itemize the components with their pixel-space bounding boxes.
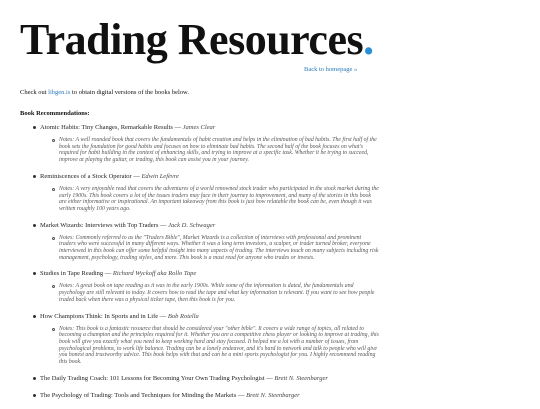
book-notes xyxy=(59,186,379,213)
bullet-icon xyxy=(33,224,36,227)
book-title: The Daily Trading Coach: 101 Lessons for Becoming Your Own Trading Psychologist xyxy=(40,374,265,382)
book-author: Edwin Lefèvre xyxy=(141,172,179,180)
book-notes-text: Notes: A great book on tape reading as it was in the early 1900s. While some of the information is dated, the fundamentals and psychology are still relevant to today. It covers how to read the tape and what key information is relevant. If you want to see how people traded back when there was a physical ticker tape, then this book is for you. xyxy=(59,283,375,303)
book-notes xyxy=(59,235,379,262)
title-dot: . xyxy=(363,15,374,64)
intro-prefix: Check out xyxy=(20,89,47,96)
dash-separator: — xyxy=(174,124,182,131)
bullet-icon xyxy=(33,394,36,397)
book-notes xyxy=(59,137,379,164)
book-author: Richard Wyckoff aka Rollo Tape xyxy=(112,270,197,278)
book-author: Bob Rotella xyxy=(167,312,199,320)
intro-text xyxy=(20,88,189,97)
book-author: Brett N. Steenbarger xyxy=(246,391,300,399)
circle-bullet-icon xyxy=(52,285,55,288)
book-line xyxy=(40,270,540,278)
intro-suffix: to obtain digital versions of the books below. xyxy=(72,89,189,96)
book-line xyxy=(40,392,540,400)
book-list xyxy=(0,124,540,409)
bullet-icon xyxy=(33,126,36,129)
dash-separator: — xyxy=(104,270,112,278)
back-to-homepage-link[interactable]: Back to homepage » xyxy=(304,66,358,73)
circle-bullet-icon xyxy=(52,188,55,191)
section-title: Book Recommendations: xyxy=(20,110,90,117)
book-item xyxy=(40,124,540,164)
book-notes xyxy=(59,326,379,366)
book-title: Reminiscences of a Stock Operator xyxy=(40,172,132,180)
book-item xyxy=(40,270,540,303)
book-line xyxy=(40,222,540,230)
book-line xyxy=(40,313,540,321)
book-title: Studies in Tape Reading xyxy=(40,270,104,278)
book-line xyxy=(40,375,540,383)
circle-bullet-icon xyxy=(52,328,55,331)
book-line xyxy=(40,124,540,132)
book-notes-text: Notes: A very enjoyable read that covers the adventures of a world renowned stock trader who participated in the stock market during the early 1900s. This book covers a lot of the issues traders may face in their journey to improvement, and many of the stories in this book are either informative or inspirational. An important takeaway from this book is just how relatable the book can be, even though it was written roughly 100 years ago. xyxy=(59,185,379,212)
dash-separator: — xyxy=(160,221,167,229)
bullet-icon xyxy=(33,272,36,275)
dash-separator: — xyxy=(159,312,167,320)
book-author: James Clear xyxy=(182,124,216,131)
dash-separator: — xyxy=(238,391,245,399)
book-notes xyxy=(59,283,379,303)
page-title-text: Trading Resources xyxy=(20,15,364,64)
book-item xyxy=(40,392,540,400)
book-item xyxy=(40,375,540,383)
dash-separator: — xyxy=(266,374,273,382)
book-title: Atomic Habits: Tiny Changes, Remarkable Results xyxy=(40,124,173,131)
bullet-icon xyxy=(33,175,36,178)
libgen-link[interactable]: libgen.is xyxy=(48,89,71,96)
book-author: Jack D. Schwager xyxy=(168,221,216,229)
circle-bullet-icon xyxy=(52,237,55,240)
page-title xyxy=(20,14,374,66)
book-author: Brett N. Steenbarger xyxy=(274,374,328,382)
book-title: Market Wizards: Interviews with Top Traders xyxy=(40,221,159,229)
book-item xyxy=(40,173,540,213)
book-title: The Psychology of Trading: Tools and Techniques for Minding the Markets xyxy=(40,391,237,399)
circle-bullet-icon xyxy=(52,139,55,142)
book-title: How Champions Think: In Sports and in Life xyxy=(40,312,159,320)
bullet-icon xyxy=(33,377,36,380)
book-notes-text: Notes: Commonly referred to as the "Traders Bible", Market Wizards is a collection of interviews with professional and prominent traders who were successful in many different ways. Whether it was a long term investors, a scalper, or trader turned broker, everyone interviewed in this book can offer some helpful insight into many aspects of trading. The interviews touch on many subjects including risk management, psychology, trading styles, and more. This book is a must read for anyone who trades or invests. xyxy=(59,234,379,261)
bullet-icon xyxy=(33,315,36,318)
book-item xyxy=(40,313,540,366)
dash-separator: — xyxy=(133,172,140,180)
book-notes-text: Notes: A well rounded book that covers the fundamentals of habit creation and helps in the elimination of bad habits. The first half of the book sets the foundation for good habits and focuses on how to eliminate bad habits. The second half of the book focuses on what's required for habit building in the context of enhancing skills, and trying to improve at a specific task. Whether it be trying to succeed, improve at playing the guitar, or trading, this book can assist you in your journey. xyxy=(59,137,377,164)
book-notes-text: Notes: This book is a fantastic resource that should be considered your "other bible". It covers a wide range of topics, all related to becoming a champion and the principles required for it. Whether you are a competitive chess player or looking to improve at trading, this book will give you exactly what you need to keep working hard and stay focused. It helped me a lot with a number of issues, from psychological problems, to work life balance. Trading can be a lonely endeavor, and it's hard to network and talk to people who will give you honest and trustworthy advice. This book helps with that and can be a mini sports psychologist for you. I highly recommend reading this book. xyxy=(59,325,379,366)
book-item xyxy=(40,222,540,262)
book-line xyxy=(40,173,540,181)
